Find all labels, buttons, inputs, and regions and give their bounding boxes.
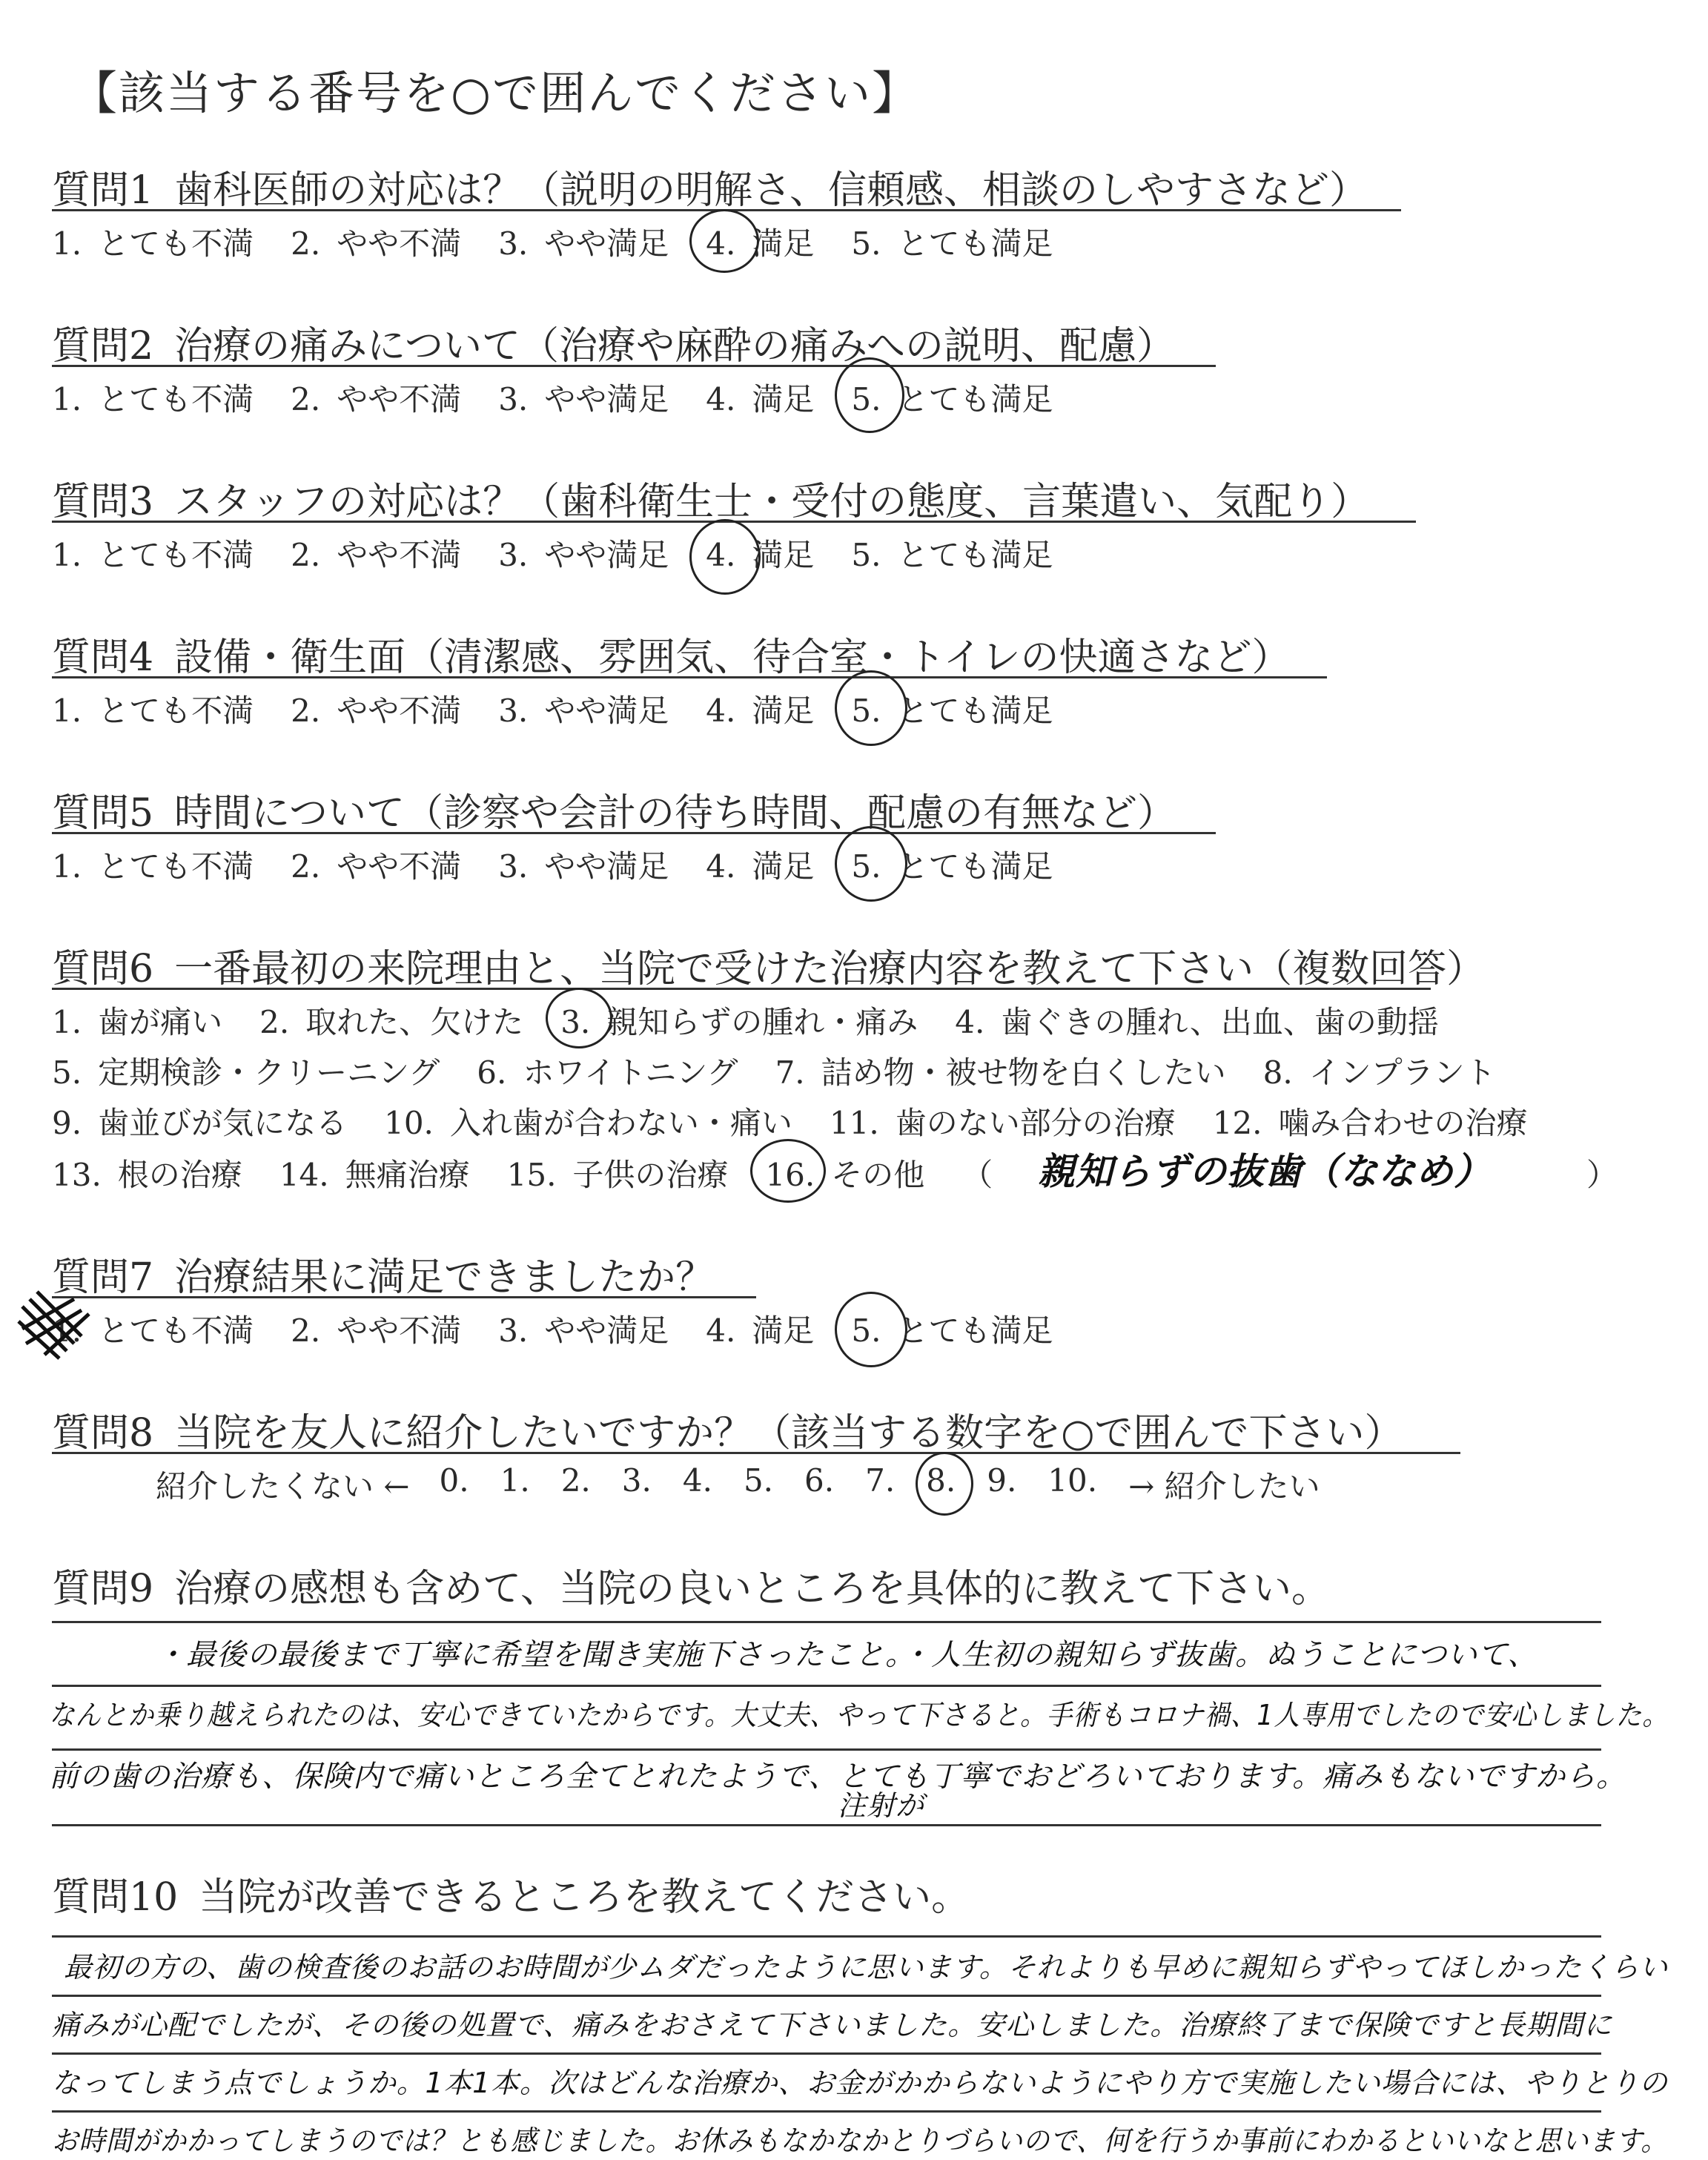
q9-write-line-2 — [52, 1685, 1601, 1687]
q2-option-4[interactable]: 4. 満足 — [706, 381, 815, 417]
q8-score-2[interactable]: 2. — [560, 1462, 591, 1499]
q9-write-line-1 — [52, 1621, 1601, 1623]
q4-option-3[interactable]: 3. やや満足 — [498, 693, 669, 729]
q10-write-line-2 — [52, 1995, 1601, 1997]
q6-option-1[interactable]: 1. 歯が痛い — [52, 1004, 223, 1040]
q6-option-14[interactable]: 14. 無痛治療 — [279, 1157, 470, 1193]
q7-option-2[interactable]: 2. やや不満 — [291, 1312, 462, 1349]
q5-option-4[interactable]: 4. 満足 — [706, 848, 815, 885]
q6-option-2[interactable]: 2. 取れた、欠けた — [259, 1004, 524, 1040]
question-6-underline — [52, 988, 1431, 990]
q6-option-4[interactable]: 4. 歯ぐきの腫れ、出血、歯の動揺 — [955, 1004, 1439, 1040]
q3-option-3[interactable]: 3. やや満足 — [498, 537, 669, 573]
question-1-text: 歯科医師の対応は？（説明の明解さ、信頼感、相談のしやすさなど） — [174, 168, 1368, 213]
q7-option-3[interactable]: 3. やや満足 — [498, 1312, 669, 1349]
q6-option-15[interactable]: 15. 子供の治療 — [506, 1157, 729, 1193]
q7-option-1[interactable]: 1. とても不満 — [52, 1307, 254, 1351]
q4-option-1[interactable]: 1. とても不満 — [52, 693, 254, 729]
q6-option-3[interactable]: 3. 親知らずの腫れ・痛み — [560, 998, 918, 1043]
q1-option-3[interactable]: 3. やや満足 — [498, 225, 669, 262]
question-3-title: 質問3 スタッフの対応は？（歯科衛生士・受付の態度、言葉遣い、気配り） — [52, 480, 1370, 524]
q8-score-10[interactable]: 10. — [1047, 1462, 1098, 1499]
question-5-title: 質問5 時間について（診察や会計の待ち時間、配慮の有無など） — [52, 791, 1176, 836]
q4-option-5[interactable]: 5. とても満足 — [851, 687, 1053, 731]
q5-option-2[interactable]: 2. やや不満 — [291, 848, 462, 885]
question-10-title: 質問10 当院が改善できるところを教えてください。 — [52, 1875, 970, 1920]
q2-option-5[interactable]: 5. とても満足 — [851, 375, 1053, 420]
q6-other-close-paren: ） — [1586, 1157, 1618, 1193]
question-5-options — [52, 842, 1090, 887]
question-7-underline — [52, 1296, 756, 1298]
question-3-underline — [52, 521, 1416, 523]
q6-other-open-paren: （ — [961, 1157, 993, 1193]
q6-option-9[interactable]: 9. 歯並びが気になる — [52, 1105, 348, 1141]
q5-option-3[interactable]: 3. やや満足 — [498, 848, 669, 885]
q5-option-1[interactable]: 1. とても不満 — [52, 848, 254, 885]
q4-option-2[interactable]: 2. やや不満 — [291, 693, 462, 729]
q8-score-4[interactable]: 4. — [682, 1462, 712, 1499]
q10-write-line-4 — [52, 2110, 1601, 2113]
q3-option-5[interactable]: 5. とても満足 — [851, 537, 1053, 573]
q6-option-13[interactable]: 13. 根の治療 — [52, 1157, 242, 1193]
q9-answer-line-4: 注射が — [838, 1789, 925, 1822]
q6-option-5[interactable]: 5. 定期検診・クリーニング — [52, 1054, 440, 1091]
q6-other-handwritten: 親知らずの抜歯（ななめ） — [1038, 1150, 1492, 1193]
question-6-row-3 — [52, 1099, 1565, 1143]
page-title: 【該当する番号を○で囲んでください】 — [71, 66, 920, 120]
q10-answer-line-4: お時間がかかってしまうのでは？とも感じました。お休みもなかなかとりづらいので、何を行うか事前にわかるといいなと思います。 — [52, 2124, 1668, 2157]
q3-option-4[interactable]: 4. 満足 — [706, 531, 814, 575]
question-1-number: 質問1 — [52, 168, 154, 213]
question-8-underline — [52, 1452, 1460, 1454]
q9-answer-line-2: なんとか乗り越えられたのは、安心できていたからです。大丈夫、やって下さると。手術もコロナ禍、1人専用でしたので安心しました。 — [49, 1699, 1669, 1731]
q8-score-8[interactable] — [926, 1462, 956, 1507]
q10-write-line-1 — [52, 1935, 1601, 1938]
question-6-row-1 — [52, 998, 1476, 1043]
question-1-options — [52, 219, 1090, 264]
q10-write-line-3 — [52, 2052, 1601, 2055]
q7-option-4[interactable]: 4. 満足 — [706, 1312, 815, 1349]
q9-answer-line-1: ・最後の最後まで丁寧に希望を聞き実施下さったこと。・人生初の親知らず抜歯。ぬうことについて、 — [156, 1638, 1538, 1672]
q1-option-4[interactable]: 4. 満足 — [706, 219, 814, 264]
question-9-title: 質問9 治療の感想も含めて、当院の良いところを具体的に教えて下さい。 — [52, 1567, 1331, 1611]
question-8-title: 質問8 当院を友人に紹介したいですか？（該当する数字を○で囲んで下さい） — [52, 1411, 1403, 1456]
q8-right-label: → 紹介したい — [1128, 1468, 1320, 1505]
question-2-title: 質問2 治療の痛みについて（治療や麻酔の痛みへの説明、配慮） — [52, 324, 1176, 369]
question-2-options — [52, 375, 1090, 420]
q8-score-8-label: 8. — [926, 1462, 956, 1499]
q2-option-2[interactable]: 2. やや不満 — [291, 381, 462, 417]
question-8-scale — [156, 1462, 1320, 1507]
q5-option-5[interactable]: 5. とても満足 — [851, 842, 1053, 887]
q8-score-3[interactable]: 3. — [621, 1462, 652, 1499]
q6-option-7[interactable]: 7. 詰め物・被せ物を白くしたい — [775, 1054, 1226, 1091]
scribble-mark — [15, 1284, 104, 1366]
q7-option-5[interactable]: 5. とても満足 — [851, 1307, 1053, 1351]
q8-score-5[interactable]: 5. — [743, 1462, 774, 1499]
q6-option-8[interactable]: 8. インプラント — [1262, 1054, 1496, 1091]
q4-option-4[interactable]: 4. 満足 — [706, 693, 815, 729]
q3-option-1[interactable]: 1. とても不満 — [52, 537, 254, 573]
q6-option-16[interactable]: 16. その他 — [765, 1151, 924, 1195]
q2-option-1[interactable]: 1. とても不満 — [52, 381, 254, 417]
q1-option-1[interactable]: 1. とても不満 — [52, 225, 254, 262]
question-2-underline — [52, 365, 1216, 367]
question-1-underline — [52, 209, 1401, 211]
q8-score-1[interactable]: 1. — [500, 1462, 530, 1499]
question-6-row-4 — [52, 1151, 993, 1195]
q10-answer-line-3: なってしまう点でしょうか。1本1本。次はどんな治療か、お金がかからないようにやり方で実施したい場合には、やりとりの — [52, 2067, 1669, 2099]
question-4-underline — [52, 676, 1327, 678]
q9-answer-line-3: 前の歯の治療も、保険内で痛いところ全てとれたようで、とても丁寧でおどろいております。痛みもないですから。 — [49, 1760, 1626, 1794]
q1-option-2[interactable]: 2. やや不満 — [291, 225, 462, 262]
q8-score-7[interactable]: 7. — [865, 1462, 896, 1499]
q8-score-9[interactable]: 9. — [987, 1462, 1017, 1499]
q8-left-label: 紹介したくない ← — [156, 1468, 410, 1505]
q1-option-5[interactable]: 5. とても満足 — [851, 225, 1053, 262]
q3-option-2[interactable]: 2. やや不満 — [291, 537, 462, 573]
q10-answer-line-2: 痛みが心配でしたが、その後の処置で、痛みをおさえて下さいました。安心しました。治療終了まで保険ですと長期間に — [52, 2009, 1613, 2041]
q6-option-6[interactable]: 6. ホワイトニング — [477, 1054, 738, 1091]
q9-write-line-3 — [52, 1748, 1601, 1751]
question-4-options — [52, 687, 1090, 731]
q2-option-3[interactable]: 3. やや満足 — [498, 381, 669, 417]
q10-answer-line-1: 最初の方の、歯の検査後のお話のお時間が少ムダだったように思います。それよりも早めに親知らずやってほしかったくらい — [64, 1951, 1669, 1984]
question-3-options — [52, 531, 1090, 575]
q6-option-11[interactable]: 11. 歯のない部分の治療 — [829, 1105, 1176, 1141]
question-6-title: 質問6 一番最初の来院理由と、当院で受けた治療内容を教えて下さい（複数回答） — [52, 947, 1486, 991]
q9-write-line-4 — [52, 1824, 1601, 1826]
q6-option-12[interactable]: 12. 噛み合わせの治療 — [1212, 1105, 1528, 1141]
question-7-title: 質問7 治療結果に満足できましたか？ — [52, 1255, 715, 1300]
question-5-underline — [52, 832, 1216, 834]
question-6-row-2 — [52, 1048, 1533, 1093]
q6-option-10[interactable]: 10. 入れ歯が合わない・痛い — [384, 1105, 792, 1141]
q8-score-6[interactable]: 6. — [804, 1462, 835, 1499]
question-4-title: 質問4 設備・衛生面（清潔感、雰囲気、待合室・トイレの快適さなど） — [52, 635, 1291, 680]
q8-score-0[interactable]: 0. — [439, 1462, 469, 1499]
question-7-options — [52, 1307, 1090, 1351]
